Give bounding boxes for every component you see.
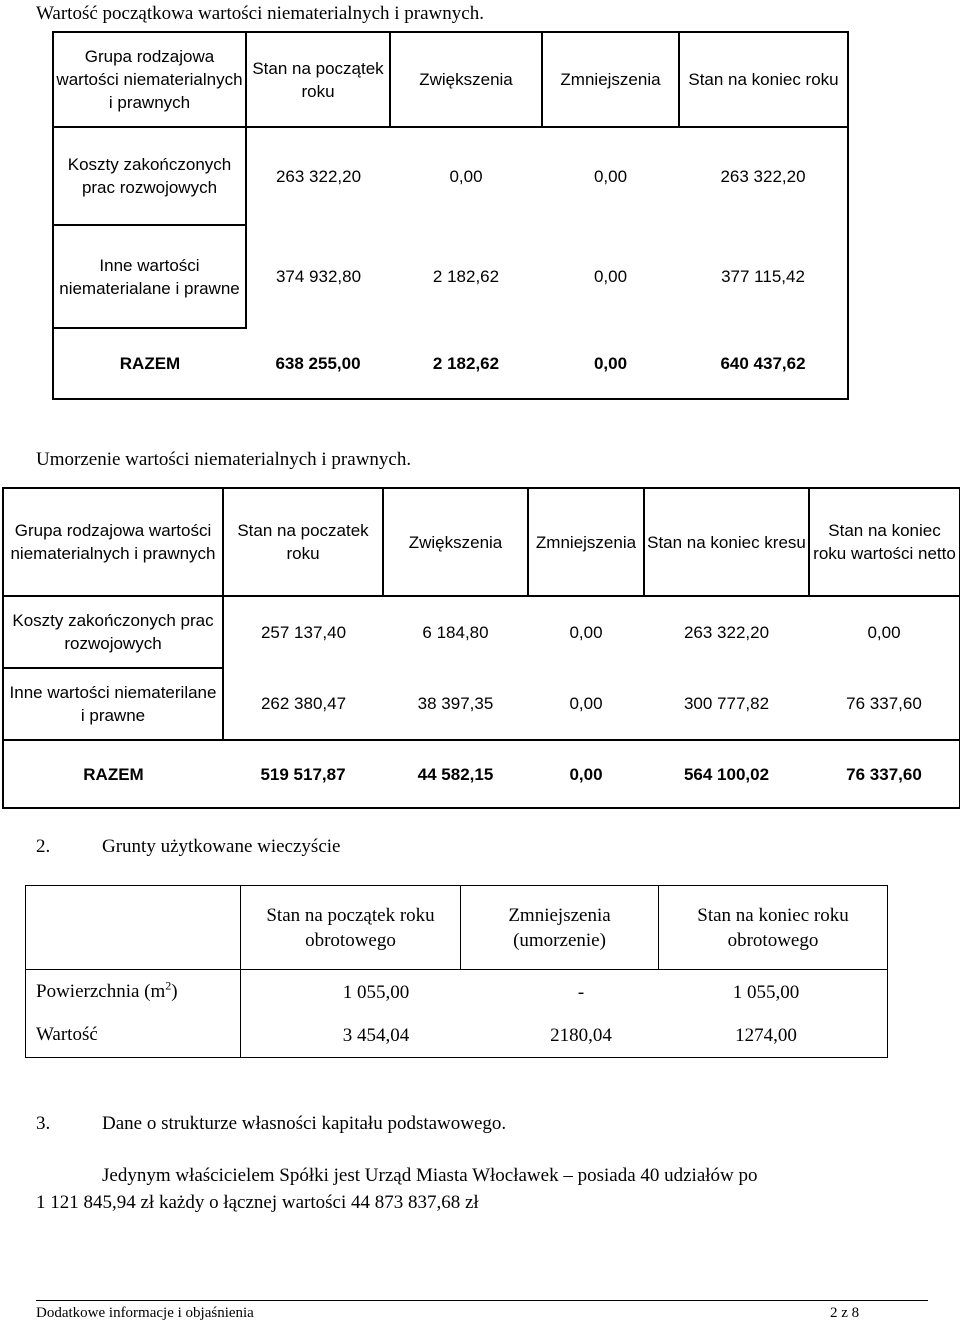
values-cell bbox=[241, 970, 888, 1058]
header-cell: Zwiększenia bbox=[390, 32, 542, 127]
value-cell: 0,00 bbox=[569, 623, 603, 642]
table-header-row bbox=[26, 886, 888, 970]
value-cell: 0,00 bbox=[809, 596, 960, 668]
value-cell: 377 115,42 bbox=[679, 225, 848, 328]
row-label: Inne wartości niematerialane i prawne bbox=[53, 225, 246, 328]
table-row bbox=[53, 127, 848, 225]
land-table bbox=[25, 885, 888, 1058]
header-cell: Stan na koniec roku obrotowego bbox=[659, 886, 888, 970]
section3-title: Grunty użytkowane wieczyście bbox=[102, 836, 341, 857]
value-cell: 0,00 bbox=[449, 167, 483, 186]
footer-divider bbox=[36, 1300, 928, 1301]
table-row bbox=[53, 225, 848, 328]
header-cell: Stan na koniec kresu bbox=[644, 488, 809, 596]
section1-title: Wartość początkowa wartości niematerialnych i prawnych. bbox=[36, 3, 484, 24]
ownership-paragraph-line1: Jedynym właścicielem Spółki jest Urząd Miasta Włocławek – posiada 40 udziałów po bbox=[102, 1165, 758, 1186]
value-cell: 1 055,00 bbox=[732, 981, 800, 1003]
value-cell: 263 322,20 bbox=[683, 623, 770, 642]
empty-header-cell bbox=[26, 886, 241, 970]
section3-number: 2. bbox=[36, 836, 51, 857]
value-cell: 1274,00 bbox=[735, 1024, 797, 1046]
value-cell: - bbox=[577, 981, 585, 1003]
row-label: Inne wartości niematerilane i prawne bbox=[3, 668, 223, 740]
value-cell: 1 055,00 bbox=[342, 981, 410, 1003]
total-label: RAZEM bbox=[3, 740, 223, 808]
value-values bbox=[241, 1014, 887, 1057]
footer-left: Dodatkowe informacje i objaśnienia bbox=[36, 1305, 254, 1321]
header-cell: Zmniejszenia bbox=[528, 488, 644, 596]
total-cell: 564 100,02 bbox=[644, 740, 809, 808]
value-cell: 263 322,20 bbox=[679, 127, 848, 225]
row-label: Koszty zakończonych prac rozwojowych bbox=[53, 127, 246, 225]
total-cell: 76 337,60 bbox=[809, 740, 960, 808]
value-cell: 262 380,47 bbox=[260, 694, 347, 713]
table-row bbox=[3, 668, 960, 740]
value-cell: 263 322,20 bbox=[275, 167, 362, 186]
header-cell: Stan na początek roku obrotowego bbox=[241, 886, 461, 970]
table-row bbox=[3, 596, 960, 668]
table-row bbox=[26, 970, 888, 1058]
table-header-row bbox=[53, 32, 848, 127]
value-cell: 2180,04 bbox=[550, 1024, 612, 1046]
value-cell: 0,00 bbox=[569, 694, 603, 713]
total-cell: 638 255,00 bbox=[246, 328, 390, 399]
total-cell: 0,00 bbox=[528, 740, 644, 808]
header-cell: Stan na koniec roku bbox=[679, 32, 848, 127]
ownership-paragraph-line2: 1 121 845,94 zł każdy o łącznej wartości 44 873 837,68 zł bbox=[36, 1192, 479, 1213]
header-cell: Stan na poczatek roku bbox=[223, 488, 383, 596]
value-cell: 0,00 bbox=[593, 267, 628, 286]
header-cell: Stan na początek roku bbox=[246, 32, 390, 127]
header-cell: Stan na koniec roku wartości netto bbox=[809, 488, 960, 596]
value-cell: 2 182,62 bbox=[432, 267, 500, 286]
value-cell: 257 137,40 bbox=[260, 623, 347, 642]
total-cell: 44 582,15 bbox=[383, 740, 528, 808]
value-cell: 300 777,82 bbox=[683, 694, 770, 713]
section4-number: 3. bbox=[36, 1113, 51, 1134]
initial-value-table bbox=[52, 31, 849, 400]
amortization-table bbox=[2, 487, 960, 809]
header-cell: Zwiększenia bbox=[383, 488, 528, 596]
area-values bbox=[241, 971, 887, 1014]
header-cell: Grupa rodzajowa wartości niematerialnych i prawnych bbox=[53, 32, 246, 127]
total-cell: 0,00 bbox=[542, 328, 679, 399]
row-label: Koszty zakończonych prac rozwojowych bbox=[3, 596, 223, 668]
value-cell: 6 184,80 bbox=[422, 623, 489, 642]
header-cell: Grupa rodzajowa wartości niematerialnych i prawnych bbox=[3, 488, 223, 596]
value-label: Wartość bbox=[36, 1024, 98, 1045]
row-label-cell bbox=[26, 970, 241, 1058]
header-cell: Zmniejszenia (umorzenie) bbox=[461, 886, 659, 970]
value-cell: 374 932,80 bbox=[275, 267, 362, 286]
total-row bbox=[53, 328, 848, 399]
total-row bbox=[3, 740, 960, 808]
value-cell: 38 397,35 bbox=[417, 694, 494, 713]
value-cell: 3 454,04 bbox=[342, 1024, 410, 1046]
total-cell: 640 437,62 bbox=[679, 328, 848, 399]
total-cell: 2 182,62 bbox=[390, 328, 542, 399]
total-cell: 519 517,87 bbox=[223, 740, 383, 808]
header-cell: Zmniejszenia bbox=[542, 32, 679, 127]
page-number: 2 z 8 bbox=[830, 1305, 860, 1321]
section4-title: Dane o strukturze własności kapitału podstawowego. bbox=[102, 1113, 507, 1134]
total-label: RAZEM bbox=[53, 328, 246, 399]
value-cell: 0,00 bbox=[593, 167, 628, 186]
area-label: Powierzchnia $(m^2)$ bbox=[36, 978, 178, 1002]
table-header-row bbox=[3, 488, 960, 596]
section2-title: Umorzenie wartości niematerialnych i prawnych. bbox=[36, 449, 412, 470]
value-cell: 76 337,60 bbox=[809, 668, 960, 740]
